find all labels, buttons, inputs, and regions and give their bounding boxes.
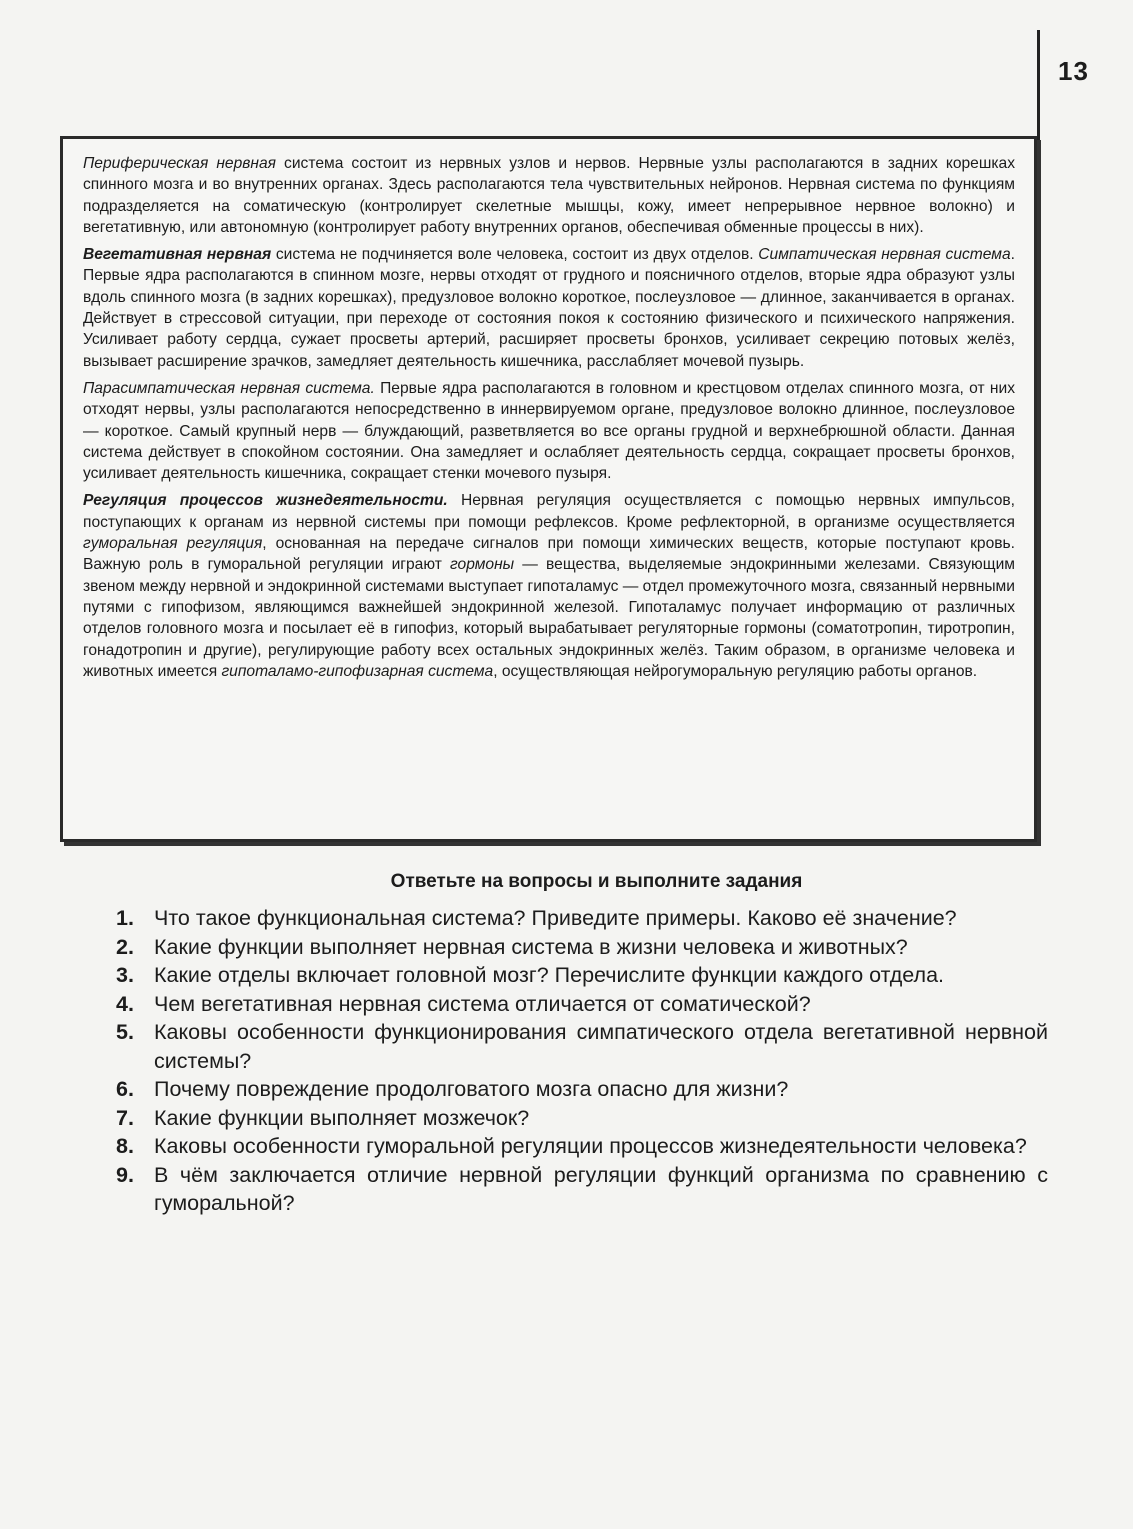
- question-text: Какие функции выполняет мозжечок?: [154, 1105, 530, 1130]
- term-regulation: Регуляция процессов жизнедеятельности.: [83, 492, 448, 510]
- text: Нервная регуляция осуществляется с помощью нервных импульсов, поступающих к органам из нервной системы при помощи рефлексов. Кроме рефлекторной, в организме осуществляется: [83, 492, 1015, 531]
- text: система состоит из нервных узлов и нервов. Нервные узлы располагаются в задних корешках спинного мозга и во внутренних органах. Здесь располагаются тела чувствительных нейронов. Нервная система по функциям подразделяется на соматическую (контролирует скелетные мышцы, кожу, имеет непрерывное нервное волокно) и вегетативную, или автономную (контролирует работу внутренних органов, обеспечивая обменные процессы в них).: [83, 155, 1016, 236]
- paragraph-peripheral: [83, 153, 1015, 238]
- info-box: [60, 136, 1037, 842]
- text: Первые ядра располагаются в головном и крестцовом отделах спинного мозга, от них отходят нервы, узлы располагаются непосредственно в иннервируемом органе, предузловое волокно длинное, послеузловое — короткое. Самый крупный нерв — блуждающий, разветвляется во все органы грудной и верхнебрюшной области. Данная система действует в спокойном состоянии. Она замедляет и ослабляет деятельность сердца, сокращает просветы бронхов, усиливает деятельность кишечника, сокращает стенки мочевого пузыря.: [83, 379, 1015, 483]
- question-item: [116, 1161, 1048, 1218]
- text: , основанная на передаче сигналов при помощи химических веществ, которые поступают кровь. Важную роль в гуморальной регуляции играют: [83, 535, 1015, 574]
- question-item: [116, 933, 1048, 962]
- question-number: 9.: [116, 1162, 134, 1187]
- question-text: Какие функции выполняет нервная система в жизни человека и животных?: [154, 934, 908, 959]
- question-text: Каковы особенности функционирования симпатического отдела вегетативной нервной системы?: [154, 1020, 1048, 1073]
- question-item: [116, 961, 1048, 990]
- questions-list: [116, 904, 1048, 1218]
- term-sympathetic: Симпатическая нервная система: [758, 246, 1011, 264]
- infobox-shadow-right: [1037, 140, 1041, 845]
- question-text: В чём заключается отличие нервной регуляции функций организма по сравнению с гуморальной?: [154, 1162, 1048, 1215]
- text: система не подчиняется воле человека, состоит из двух отделов.: [271, 246, 759, 264]
- question-text: Что такое функциональная система? Приведите примеры. Каково её значение?: [154, 906, 957, 930]
- question-number: 5.: [116, 1020, 134, 1044]
- paragraph-vegetative: [83, 244, 1015, 372]
- question-text: Почему повреждение продолговатого мозга опасно для жизни?: [154, 1077, 789, 1101]
- term-parasympathetic: Парасимпатическая нервная система.: [83, 379, 375, 397]
- question-number: 1.: [116, 906, 134, 930]
- paragraph-parasympathetic: [83, 378, 1015, 484]
- question-item: [116, 1018, 1048, 1075]
- question-item: [116, 990, 1048, 1019]
- question-number: 4.: [116, 991, 134, 1016]
- question-text: Каковы особенности гуморальной регуляции процессов жизнедеятельности человека?: [154, 1134, 1027, 1158]
- page-margin-line: [1037, 30, 1040, 142]
- question-number: 3.: [116, 963, 134, 987]
- text: . Первые ядра располагаются в спинном мозге, нервы отходят от грудного и поясничного отделов, вторые ядра образуют узлы вдоль спинного мозга (в задних корешках), предузловое волокно короткое, послеузловое — длинное, заканчивается в органах. Действует в стрессовой ситуации, при переходе от состояния покоя к состоянию физического и психического напряжения. Усиливает работу сердца, сужает просветы артерий, расширяет просветы бронхов, усиливает секрецию потовых желёз, вызывает расширение зрачков, замедляет деятельность кишечника, расслабляет мочевой пузырь.: [83, 246, 1015, 370]
- question-number: 7.: [116, 1105, 134, 1130]
- term-hypothalamo-pituitary: гипоталамо-гипофизарная система: [221, 662, 494, 680]
- page-number: 13: [1058, 56, 1089, 86]
- question-item: [116, 1132, 1048, 1161]
- question-item: [116, 1075, 1048, 1104]
- infobox-shadow-bottom: [64, 842, 1041, 846]
- question-text: Чем вегетативная нервная система отличается от соматической?: [154, 991, 811, 1016]
- question-text: Какие отделы включает головной мозг? Перечислите функции каждого отдела.: [154, 963, 945, 987]
- term-vegetative: Вегетативная нервная: [83, 246, 272, 264]
- text: , осуществляющая нейрогуморальную регуляцию работы органов.: [493, 662, 978, 680]
- question-item: [116, 904, 1048, 933]
- term-peripheral: Периферическая нервная: [83, 155, 276, 172]
- question-number: 6.: [116, 1077, 134, 1101]
- questions-heading: Ответьте на вопросы и выполните задания: [390, 871, 803, 892]
- info-box-content: [83, 153, 1015, 688]
- term-humoral: гуморальная регуляция: [83, 535, 263, 553]
- paragraph-regulation: [83, 490, 1015, 682]
- question-item: [116, 1104, 1048, 1133]
- text: — вещества, выделяемые эндокринными железами. Связующим звеном между нервной и эндокринной системами выступает гипоталамус — отдел промежуточного мозга, связанный нервными путями с гипофизом, являющимся важнейшей эндокринной железой. Гипоталамус получает информацию от различных отделов головного мозга и посылает её в гипофиз, который вырабатывает регуляторные гормоны (соматотропин, тиротропин, гонадотропин и другие), регулирующие работу всех остальных эндокринных желёз. Таким образом, в организме человека и животных имеется: [83, 556, 1015, 680]
- question-number: 8.: [116, 1134, 134, 1158]
- question-number: 2.: [116, 934, 134, 959]
- term-hormones: гормоны: [450, 556, 515, 574]
